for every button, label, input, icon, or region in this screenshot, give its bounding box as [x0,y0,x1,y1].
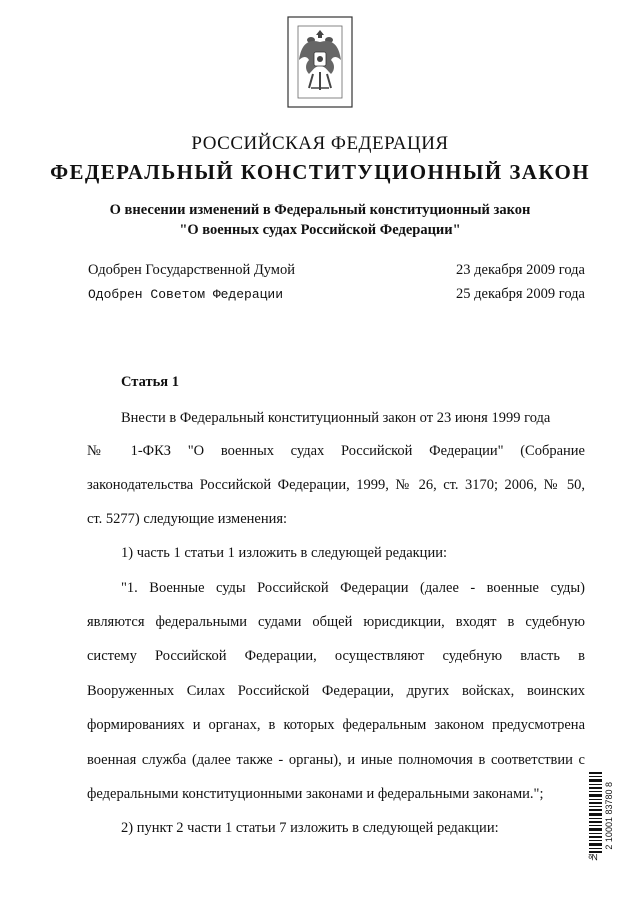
approval-label: Одобрен Государственной Думой [88,262,295,278]
body-line: систему Российской Федерации, осуществляют судебную власть в [87,648,585,664]
law-subject-line-2: "О военных судах Российской Федерации" [179,222,461,238]
law-subject [0,200,640,240]
body-line: формированиях и органах, в которых федеральным законом предусмотрена [87,717,585,733]
body-line: Вооруженных Силах Российской Федерации, других войсках, воинских [87,683,585,699]
approval-label: Одобрен Советом Федерации [88,287,284,302]
body-line: Внести в Федеральный конституционный закон от 23 июня 1999 года [121,410,551,426]
document-type-title: ФЕДЕРАЛЬНЫЙ КОНСТИТУЦИОННЫЙ ЗАКОН [50,160,590,184]
body-line: законодательства Российской Федерации, 1999, № 26, ст. 3170; 2006, № 50, [87,477,585,493]
body-line: являются федеральными судами общей юрисдикции, входят в судебную [87,614,585,630]
body-line: 1) часть 1 статьи 1 изложить в следующей редакции: [121,545,447,561]
approval-date: 23 декабря 2009 года [456,262,585,278]
coat-of-arms-emblem [287,16,353,108]
country-name: РОССИЙСКАЯ ФЕДЕРАЦИЯ [191,133,449,154]
body-line: № 1-ФКЗ "О военных судах Российской Федерации" (Собрание [87,443,585,459]
body-line: 2) пункт 2 части 1 статьи 7 изложить в следующей редакции: [121,820,499,836]
barcode-number: 2 10001 83780 8 [604,782,614,850]
body-line: военная служба (далее также - органы), и иные полномочия в соответствии с [87,752,585,768]
body-line: ст. 5277) следующие изменения: [87,511,288,527]
article-title: Статья 1 [121,374,179,390]
approval-date: 25 декабря 2009 года [456,286,585,302]
body-line: федеральными конституционными законами и федеральными законами."; [87,786,544,802]
body-line: "1. Военные суды Российской Федерации (далее - военные суды) [121,580,585,596]
law-subject-line-1: О внесении изменений в Федеральный конституционный закон [109,202,531,218]
barcode-mark: № [588,852,598,862]
